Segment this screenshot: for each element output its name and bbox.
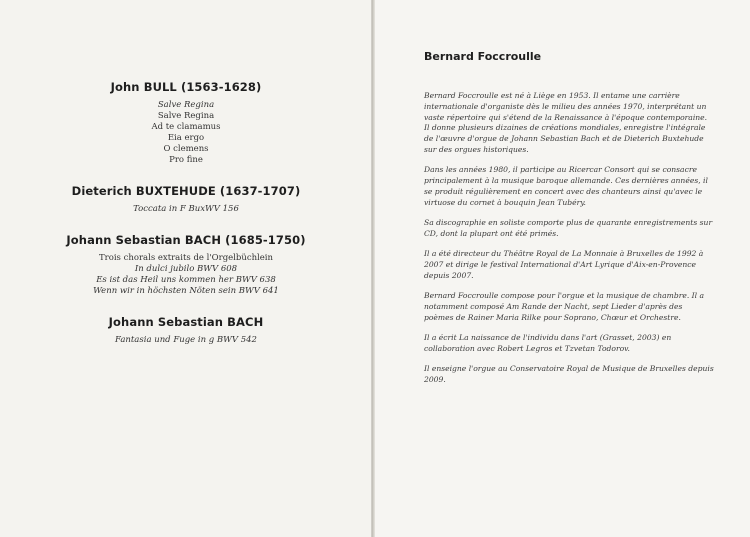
program-block xyxy=(0,315,372,346)
program-block xyxy=(0,184,372,215)
program-page xyxy=(0,0,372,537)
work-title: O clemens xyxy=(163,144,209,154)
biography-title: Bernard Foccroulle xyxy=(424,50,542,63)
biography-paragraph: Bernard Foccroulle compose pour l'orgue et la musique de chambre. Il a notamment composé Am Rande der Nacht, sept Lieder d'après des poèmes de Rainer Maria Rilke pour Soprano, Chœur et Orchestre. xyxy=(424,290,705,322)
biography-paragraph: Il enseigne l'orgue au Conservatoire Royal de Musique de Bruxelles depuis 2009. xyxy=(424,363,714,384)
biography-paragraph: Bernard Foccroulle est né à Liège en 1953. Il entame une carrière internationale d'organiste dès le milieu des années 1970, interprétant un vaste répertoire qui s'étend de la Renaissance à l'époque contemporaine. Il donne plusieurs dizaines de créations mondiales, enregistre l'intégrale de l'œuvre d'orgue de Johann Sebastian Bach et de Dieterich Buxtehude sur des orgues historiques. xyxy=(424,91,708,154)
program-block xyxy=(0,233,372,297)
work-title: Toccata in F BuxWV 156 xyxy=(133,204,239,214)
work-title: Trois chorals extraits de l'Orgelbüchlein xyxy=(98,253,273,263)
work-title: Eia ergo xyxy=(167,133,205,143)
work-list xyxy=(0,100,372,166)
program-block xyxy=(0,80,372,166)
work-title: Es ist das Heil uns kommen her BWV 638 xyxy=(96,275,276,285)
composer-heading: Johann Sebastian BACH (1685-1750) xyxy=(66,233,306,247)
program-list xyxy=(0,80,372,364)
work-list xyxy=(0,253,372,297)
biography-paragraph: Sa discographie en soliste comporte plus de quarante enregistrements sur CD, dont la plupart ont été primés. xyxy=(424,217,713,238)
work-title: In dulci jubilo BWV 608 xyxy=(134,264,238,274)
biography-paragraph: Il a écrit La naissance de l'individu dans l'art (Grasset, 2003) en collaboration avec Robert Legros et Tzvetan Todorov. xyxy=(424,332,672,353)
work-title: Salve Regina xyxy=(157,111,215,121)
composer-heading: John BULL (1563-1628) xyxy=(110,80,262,94)
biography-text xyxy=(424,91,714,386)
composer-heading: Johann Sebastian BACH xyxy=(108,315,264,329)
work-title: Wenn wir in höchsten Nöten sein BWV 641 xyxy=(93,286,279,296)
work-title: Ad te clamamus xyxy=(151,122,221,132)
work-title: Pro fine xyxy=(169,155,203,165)
work-title: Fantasia und Fuge in g BWV 542 xyxy=(115,335,257,345)
work-title: Salve Regina xyxy=(157,100,215,110)
work-list xyxy=(0,204,372,215)
composer-heading: Dieterich BUXTEHUDE (1637-1707) xyxy=(71,184,301,198)
work-list xyxy=(0,335,372,346)
biography xyxy=(424,50,714,395)
biography-paragraph: Il a été directeur du Théâtre Royal de La Monnaie à Bruxelles de 1992 à 2007 et dirige le festival International d'Art Lyrique d'Aix-en-Provence depuis 2007. xyxy=(424,249,704,280)
biography-paragraph: Dans les années 1980, il participe au Ricercar Consort qui se consacre principalement à la musique baroque allemande. Ces dernières années, il se produit régulièrement en concert avec des chanteurs ainsi qu'avec le virtuose du cornet à bouquin Jean Tubéry. xyxy=(424,165,708,207)
